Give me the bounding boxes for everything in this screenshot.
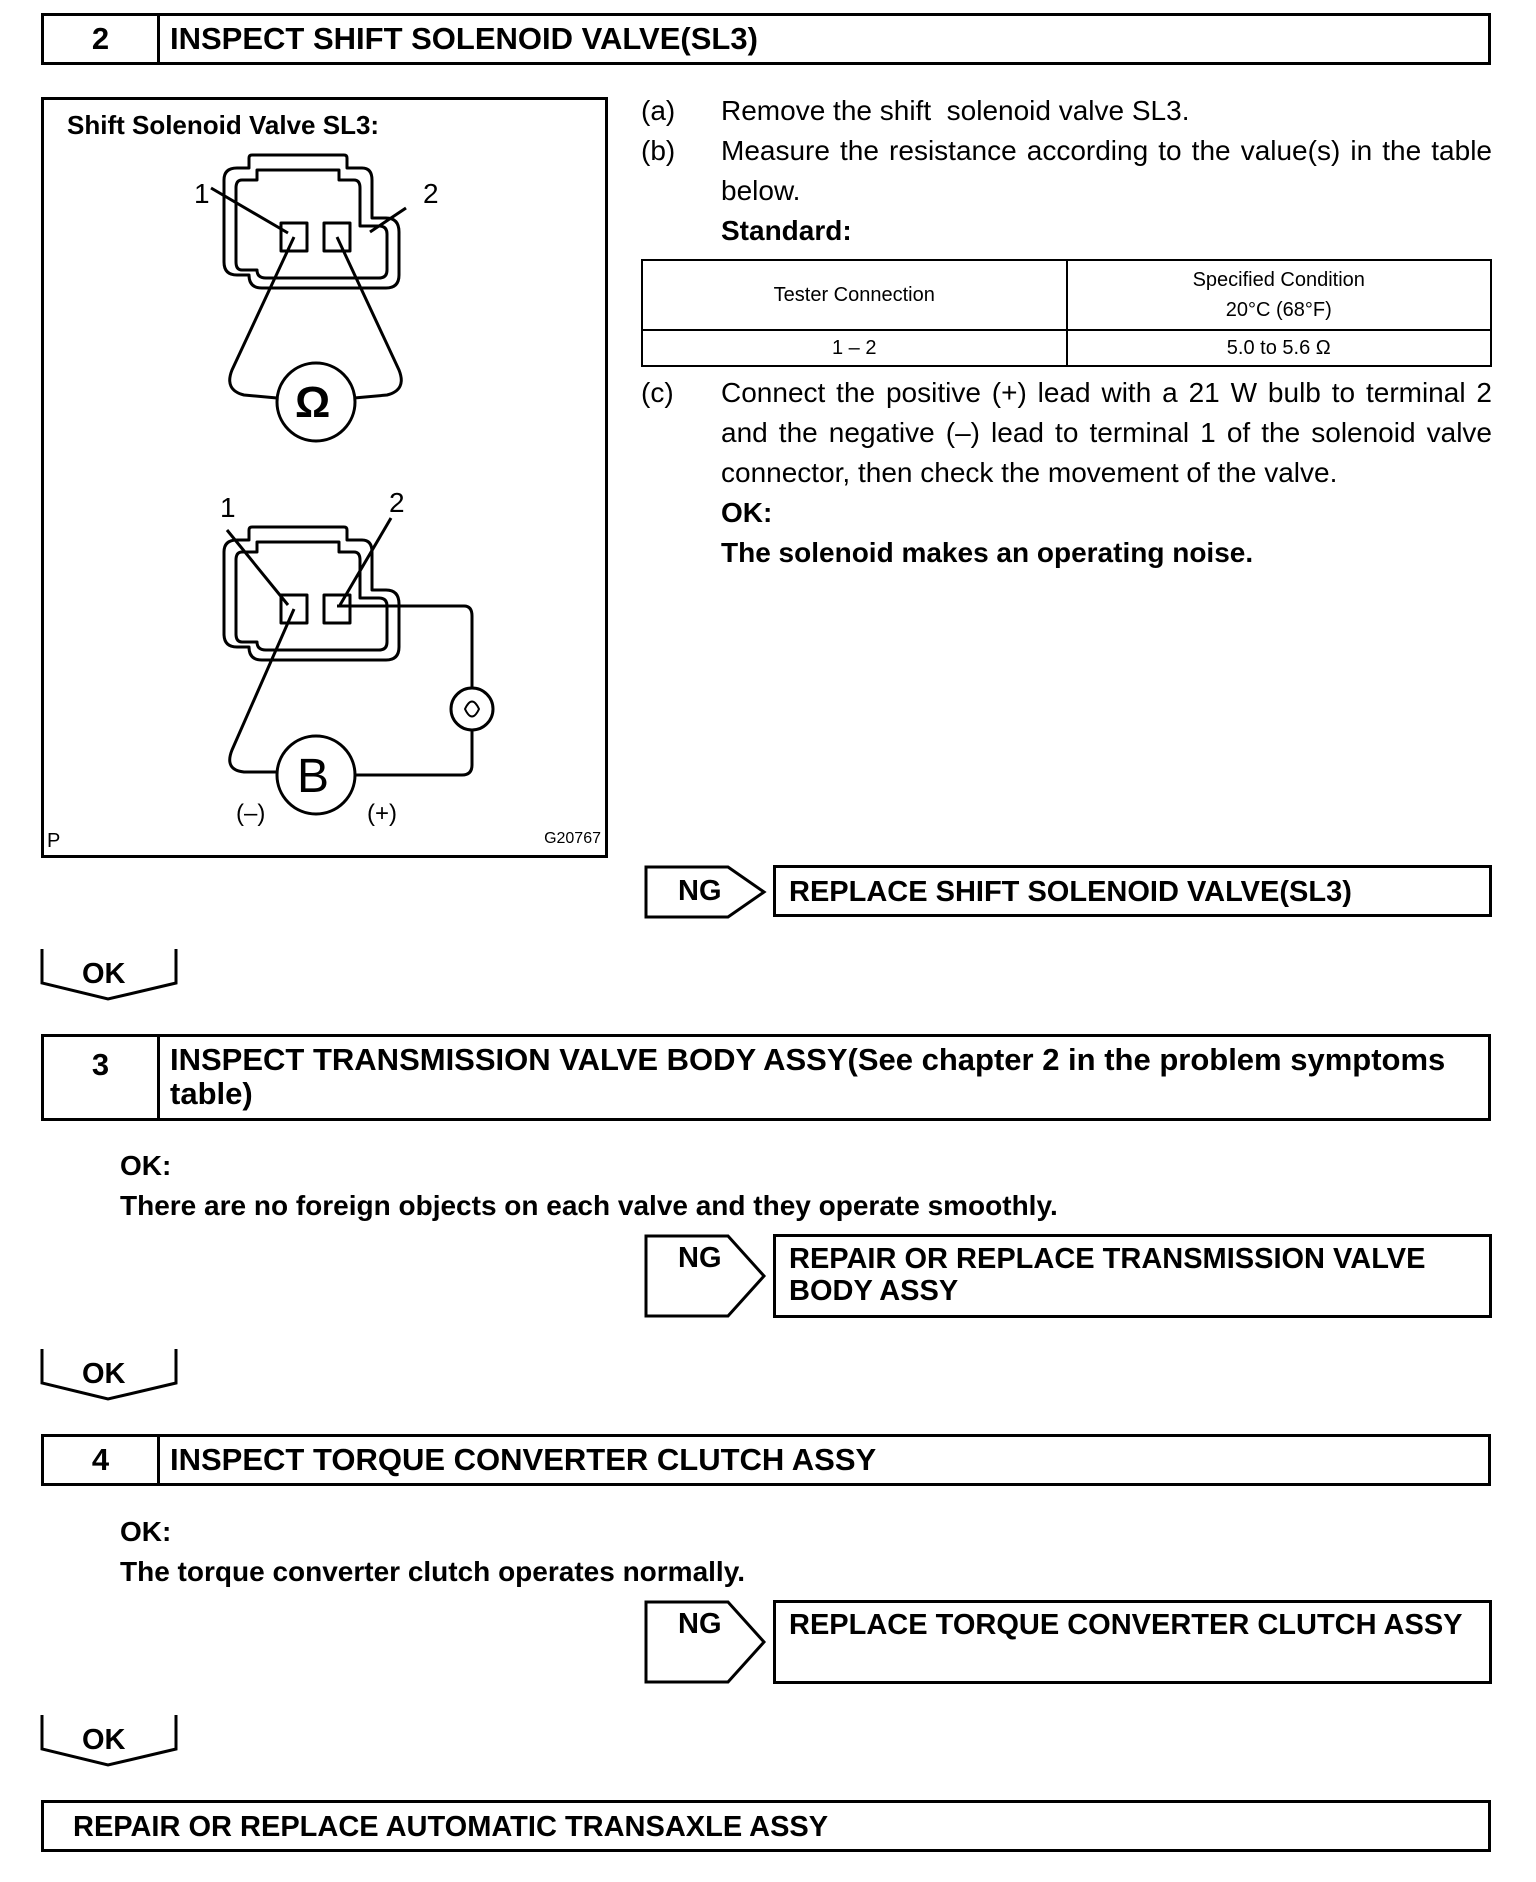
- final-action-box: [41, 1800, 1491, 1852]
- spec-table: [641, 259, 1492, 367]
- ng-action-text: REPLACE TORQUE CONVERTER CLUTCH ASSY: [789, 1609, 1463, 1641]
- ok-arrow-label: OK: [82, 1724, 126, 1756]
- solenoid-figure: [41, 97, 608, 858]
- standard-label: Standard:: [721, 215, 852, 246]
- figure-title: Shift Solenoid Valve SL3:: [67, 110, 380, 140]
- step-title: INSPECT TRANSMISSION VALVE BODY ASSY(See chapter 2 in the problem symptoms table): [170, 1042, 1446, 1111]
- step-title: INSPECT TORQUE CONVERTER CLUTCH ASSY: [170, 1442, 877, 1477]
- pin-1-label: 1: [194, 178, 210, 209]
- item-a-text: Remove the shift solenoid valve SL3.: [721, 95, 1190, 126]
- step-title: INSPECT SHIFT SOLENOID VALVE(SL3): [170, 21, 758, 56]
- ok-result: There are no foreign objects on each valve and they operate smoothly.: [120, 1190, 1058, 1221]
- specified-condition-header: [1067, 260, 1492, 330]
- corner-code: P: [47, 830, 61, 852]
- specified-condition-title: Specified Condition: [1192, 269, 1365, 291]
- step-2-header: [41, 13, 1491, 65]
- ok-label: OK:: [120, 1150, 172, 1181]
- figure-code: G20767: [544, 830, 601, 847]
- temperature-condition: 20°C (68°F): [1225, 299, 1332, 321]
- pin-2-label: 2: [423, 178, 439, 209]
- battery-symbol: B: [297, 750, 330, 803]
- ng-label: NG: [678, 1242, 722, 1274]
- item-c-text: Connect the positive (+) lead with a 21 W bulb to terminal 2 and the negative (–) lead to terminal 1 of the solenoid valve connector, then check the movement of the valve.: [721, 377, 1492, 488]
- condition-value: 5.0 to 5.6 Ω: [1067, 330, 1492, 366]
- ng-action-box: [773, 1234, 1492, 1318]
- ng-action-text: REPLACE SHIFT SOLENOID VALVE(SL3): [789, 876, 1352, 908]
- ok-arrow-label: OK: [82, 1358, 126, 1390]
- ng-action-box: [773, 865, 1492, 917]
- ng-action-box: [773, 1600, 1492, 1684]
- negative-label: (–): [236, 800, 266, 827]
- ok-result: The solenoid makes an operating noise.: [721, 537, 1254, 568]
- step-number: 4: [44, 1437, 160, 1483]
- pin-2-label: 2: [389, 487, 405, 518]
- tester-connection-header: Tester Connection: [642, 260, 1067, 330]
- step-number: 2: [44, 16, 160, 62]
- ng-label: NG: [678, 1608, 722, 1640]
- ok-result: The torque converter clutch operates normally.: [120, 1556, 745, 1587]
- pin-1-label: 1: [220, 492, 236, 523]
- ng-action-text: REPAIR OR REPLACE TRANSMISSION VALVE BODY ASSY: [789, 1243, 1426, 1307]
- ok-label: OK:: [120, 1516, 172, 1547]
- connection-value: 1 – 2: [642, 330, 1067, 366]
- item-c-label: (c): [641, 377, 674, 408]
- ng-label: NG: [678, 875, 722, 907]
- step-number: 3: [44, 1037, 160, 1118]
- positive-label: (+): [367, 800, 397, 827]
- connector-diagram: [44, 100, 605, 855]
- ok-arrow-label: OK: [82, 958, 126, 990]
- final-action-text: REPAIR OR REPLACE AUTOMATIC TRANSAXLE ASSY: [73, 1811, 829, 1843]
- ok-label: OK:: [721, 497, 773, 528]
- ohm-symbol: Ω: [295, 378, 331, 427]
- item-a-label: (a): [641, 95, 676, 126]
- item-b-label: (b): [641, 135, 676, 166]
- step-4-header: [41, 1434, 1491, 1486]
- item-b-text: Measure the resistance according to the value(s) in the table below.: [721, 135, 1492, 206]
- step-3-header: [41, 1034, 1491, 1121]
